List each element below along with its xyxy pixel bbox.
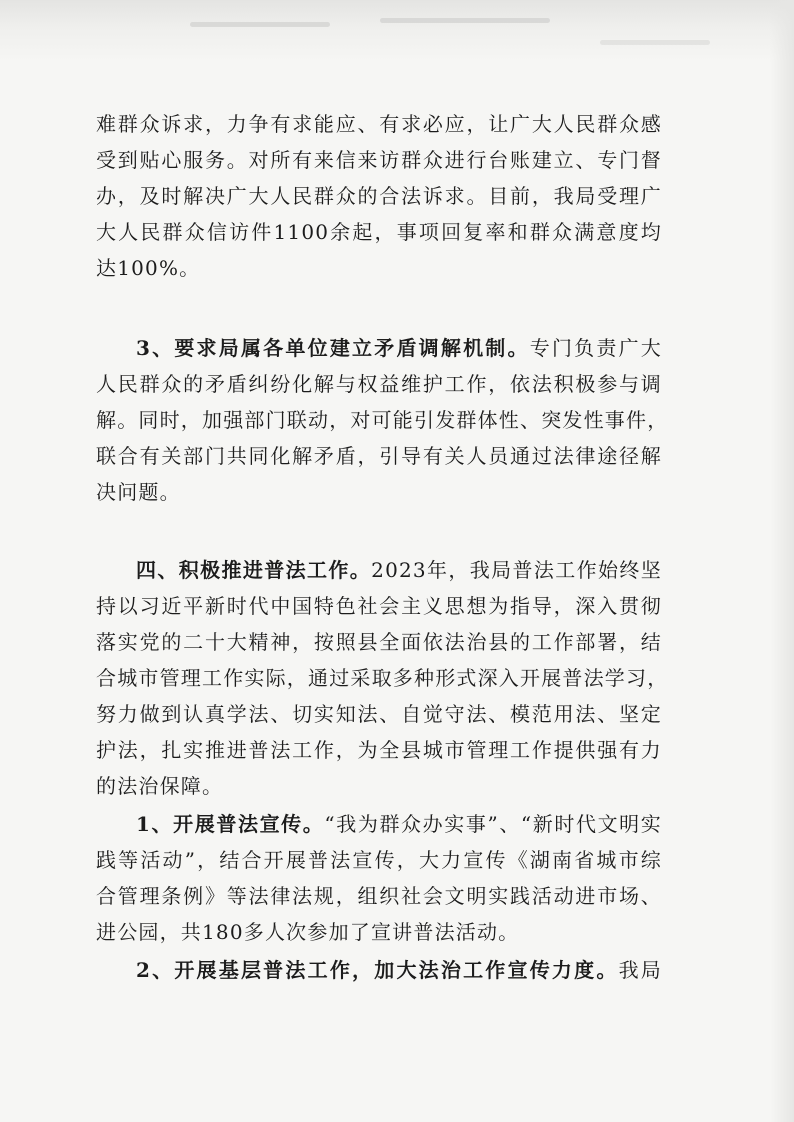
scan-smudge	[600, 40, 710, 45]
text-line: 2、开展基层普法工作，加大法治工作宣传力度。我局	[136, 958, 662, 982]
text-line: 四、积极推进普法工作。2023年，我局普法工作始终坚	[136, 558, 662, 582]
text-line: 践等活动”，结合开展普法宣传，大力宣传《湖南省城市综	[96, 848, 662, 872]
text-line: 大人民群众信访件1100余起，事项回复率和群众满意度均	[96, 220, 662, 244]
text-line: 人民群众的矛盾纠纷化解与权益维护工作，依法积极参与调	[96, 372, 662, 396]
text-line: 达100%。	[96, 256, 201, 280]
paragraph-legal-education	[96, 552, 669, 804]
scan-smudge	[380, 18, 550, 23]
paragraph-mediation-mechanism	[96, 330, 669, 510]
item-heading: 1、开展普法宣传。	[136, 812, 325, 836]
text-line: 的法治保障。	[96, 774, 224, 798]
text-line: 落实党的二十大精神，按照县全面依法治县的工作部署，结	[96, 630, 662, 654]
text-line: 决问题。	[96, 480, 181, 504]
scan-shadow-top	[0, 0, 794, 62]
text-line: 难群众诉求，力争有求能应、有求必应，让广大人民群众感	[96, 112, 662, 136]
text-line: 合城市管理工作实际，通过采取多种形式深入开展普法学习，	[96, 666, 669, 690]
text-line: 努力做到认真学法、切实知法、自觉守法、模范用法、坚定	[96, 702, 662, 726]
text-line: 解。同时，加强部门联动，对可能引发群体性、突发性事件，	[96, 408, 669, 432]
text-line: 合管理条例》等法律法规，组织社会文明实践活动进市场、	[96, 884, 662, 908]
text-line: 进公园，共180多人次参加了宣讲普法活动。	[96, 920, 520, 944]
item-heading: 3、要求局属各单位建立矛盾调解机制。	[136, 336, 530, 360]
section-heading: 四、积极推进普法工作。	[136, 558, 372, 582]
item-heading: 2、开展基层普法工作，加大法治工作宣传力度。	[136, 958, 619, 982]
scan-shadow-right	[770, 0, 794, 1122]
text-line: 办，及时解决广大人民群众的合法诉求。目前，我局受理广	[96, 184, 662, 208]
text-line: 1、开展普法宣传。“我为群众办实事”、“新时代文明实	[136, 812, 662, 836]
paragraph-publicity	[96, 806, 662, 950]
text-line: 持以习近平新时代中国特色社会主义思想为指导，深入贯彻	[96, 594, 662, 618]
text-line: 护法，扎实推进普法工作，为全县城市管理工作提供强有力	[96, 738, 662, 762]
text-line: 3、要求局属各单位建立矛盾调解机制。专门负责广大	[136, 336, 662, 360]
paragraph-grassroots	[96, 952, 662, 988]
scan-smudge	[190, 22, 330, 27]
text-line: 联合有关部门共同化解矛盾，引导有关人员通过法律途径解	[96, 444, 662, 468]
paragraph-petition-handling	[96, 106, 662, 286]
text-line: 受到贴心服务。对所有来信来访群众进行台账建立、专门督	[96, 148, 662, 172]
